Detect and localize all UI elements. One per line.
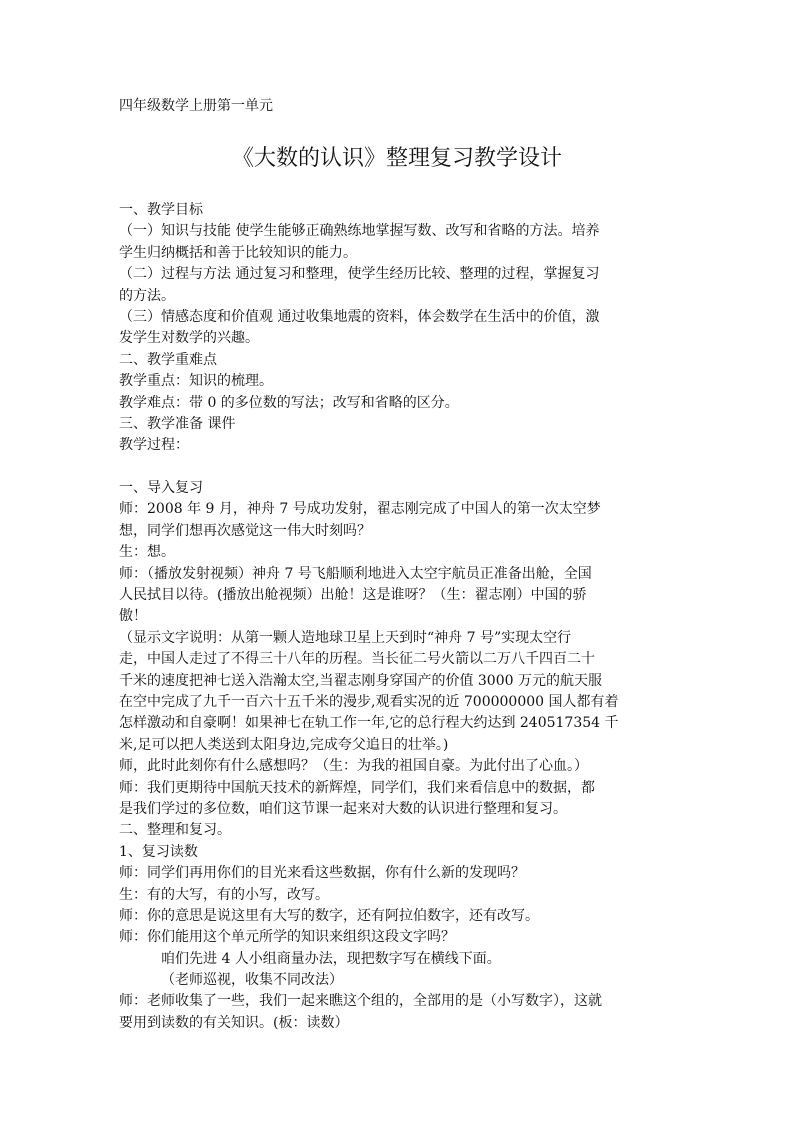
paragraph-line: 师：你们能用这个单元所学的知识来组织这段文字吗？ (119, 929, 455, 946)
paragraph-line: （三）情感态度和价值观 通过收集地震的资料，体会数学在生活中的价值，激 (119, 308, 600, 325)
indented-line: （老师巡视，收集不同改法） (161, 972, 343, 989)
paragraph-line: 师，此时此刻你有什么感想吗？（生：为我的祖国自豪。为此付出了心血。） (119, 758, 588, 775)
paragraph-line: 教学过程： (119, 437, 189, 454)
paragraph-line: 师：同学们再用你们的目光来看这些数据，你有什么新的发现吗？ (119, 865, 525, 882)
paragraph-line: 师：2008 年 9 月，神舟 7 号成功发射，翟志刚完成了中国人的第一次太空梦 (119, 501, 601, 518)
paragraph-line: （显示文字说明：从第一颗人造地球卫星上天到时“神舟 7 号”实现太空行 (119, 629, 572, 646)
subsection-heading-reading: 1、复习读数 (119, 843, 198, 860)
paragraph-line: （二）过程与方法 通过复习和整理，使学生经历比较、整理的过程，掌握复习 (119, 266, 600, 283)
paragraph-line: 人民拭目以待。(播放出舱视频）出舱！这是谁呀？（生：翟志刚）中国的骄 (119, 587, 587, 604)
paragraph-line: 米,足可以把人类送到太阳身边,完成夸父追日的壮举。) (119, 736, 449, 753)
section-heading-preparation: 三、教学准备 课件 (119, 415, 236, 432)
paragraph-line: 学生归纳概括和善于比较知识的能力。 (119, 244, 357, 261)
paragraph-line: 教学重点：知识的梳理。 (119, 373, 273, 390)
unit-subtitle: 四年级数学上册第一单元 (119, 98, 273, 114)
paragraph-line: 师：（播放发射视频）神舟 7 号飞船顺利地进入太空宇航员正准备出舱，全国 (119, 565, 592, 582)
paragraph-line: 要用到读数的有关知识。(板：读数） (119, 1014, 349, 1031)
blank-line (119, 457, 681, 478)
paragraph-line: 生：想。 (119, 544, 175, 561)
paragraph-line: 师：我们更期待中国航天技术的新辉煌，同学们，我们来看信息中的数据，都 (119, 779, 595, 796)
paragraph-line: 是我们学过的多位数，咱们这节课一起来对大数的认识进行整理和复习。 (119, 800, 567, 817)
section-heading-intro: 一、导入复习 (119, 480, 203, 497)
paragraph-line: 的方法。 (119, 287, 175, 304)
paragraph-line: 师：你的意思是说这里有大写的数字，还有阿拉伯数字，还有改写。 (119, 907, 539, 924)
section-heading-review: 二、整理和复习。 (119, 822, 231, 839)
paragraph-line: 生：有的大写，有的小写，改写。 (119, 886, 329, 903)
paragraph-line: 千米的速度把神七送入浩瀚太空,当翟志刚身穿国产的价值 3000 万元的航天服 (119, 672, 602, 689)
paragraph-line: 走，中国人走过了不得三十八年的历程。当长征二号火箭以二万八千四百二十 (119, 651, 595, 668)
lesson-body (119, 200, 681, 1034)
page-title: 《大数的认识》整理复习教学设计 (231, 146, 562, 171)
paragraph-line: 师：老师收集了一些，我们一起来瞧这个组的，全部用的是（小写数字），这就 (119, 993, 602, 1010)
paragraph-line: 发学生对数学的兴趣。 (119, 330, 259, 347)
paragraph-line: 在空中完成了九千一百六十五千米的漫步,观看实况的近 700000000 国人都有着 (119, 693, 619, 710)
paragraph-line: 教学难点：带 0 的多位数的写法；改写和省略的区分。 (119, 394, 459, 411)
section-heading-key-points: 二、教学重难点 (119, 351, 217, 368)
section-heading-objectives: 一、教学目标 (119, 202, 203, 218)
paragraph-line: 傲！ (119, 608, 147, 625)
indented-line: 咱们先进 4 人小组商量办法，现把数字写在横线下面。 (161, 950, 501, 967)
paragraph-line: 想，同学们想再次感觉这一伟大时刻吗？ (119, 522, 371, 539)
paragraph-line: 怎样激动和自豪啊！如果神七在轨工作一年,它的总行程大约达到 240517354 千 (119, 715, 619, 732)
paragraph-line: （一）知识与技能 使学生能够正确熟练地掌握写数、改写和省略的方法。培养 (119, 223, 600, 240)
